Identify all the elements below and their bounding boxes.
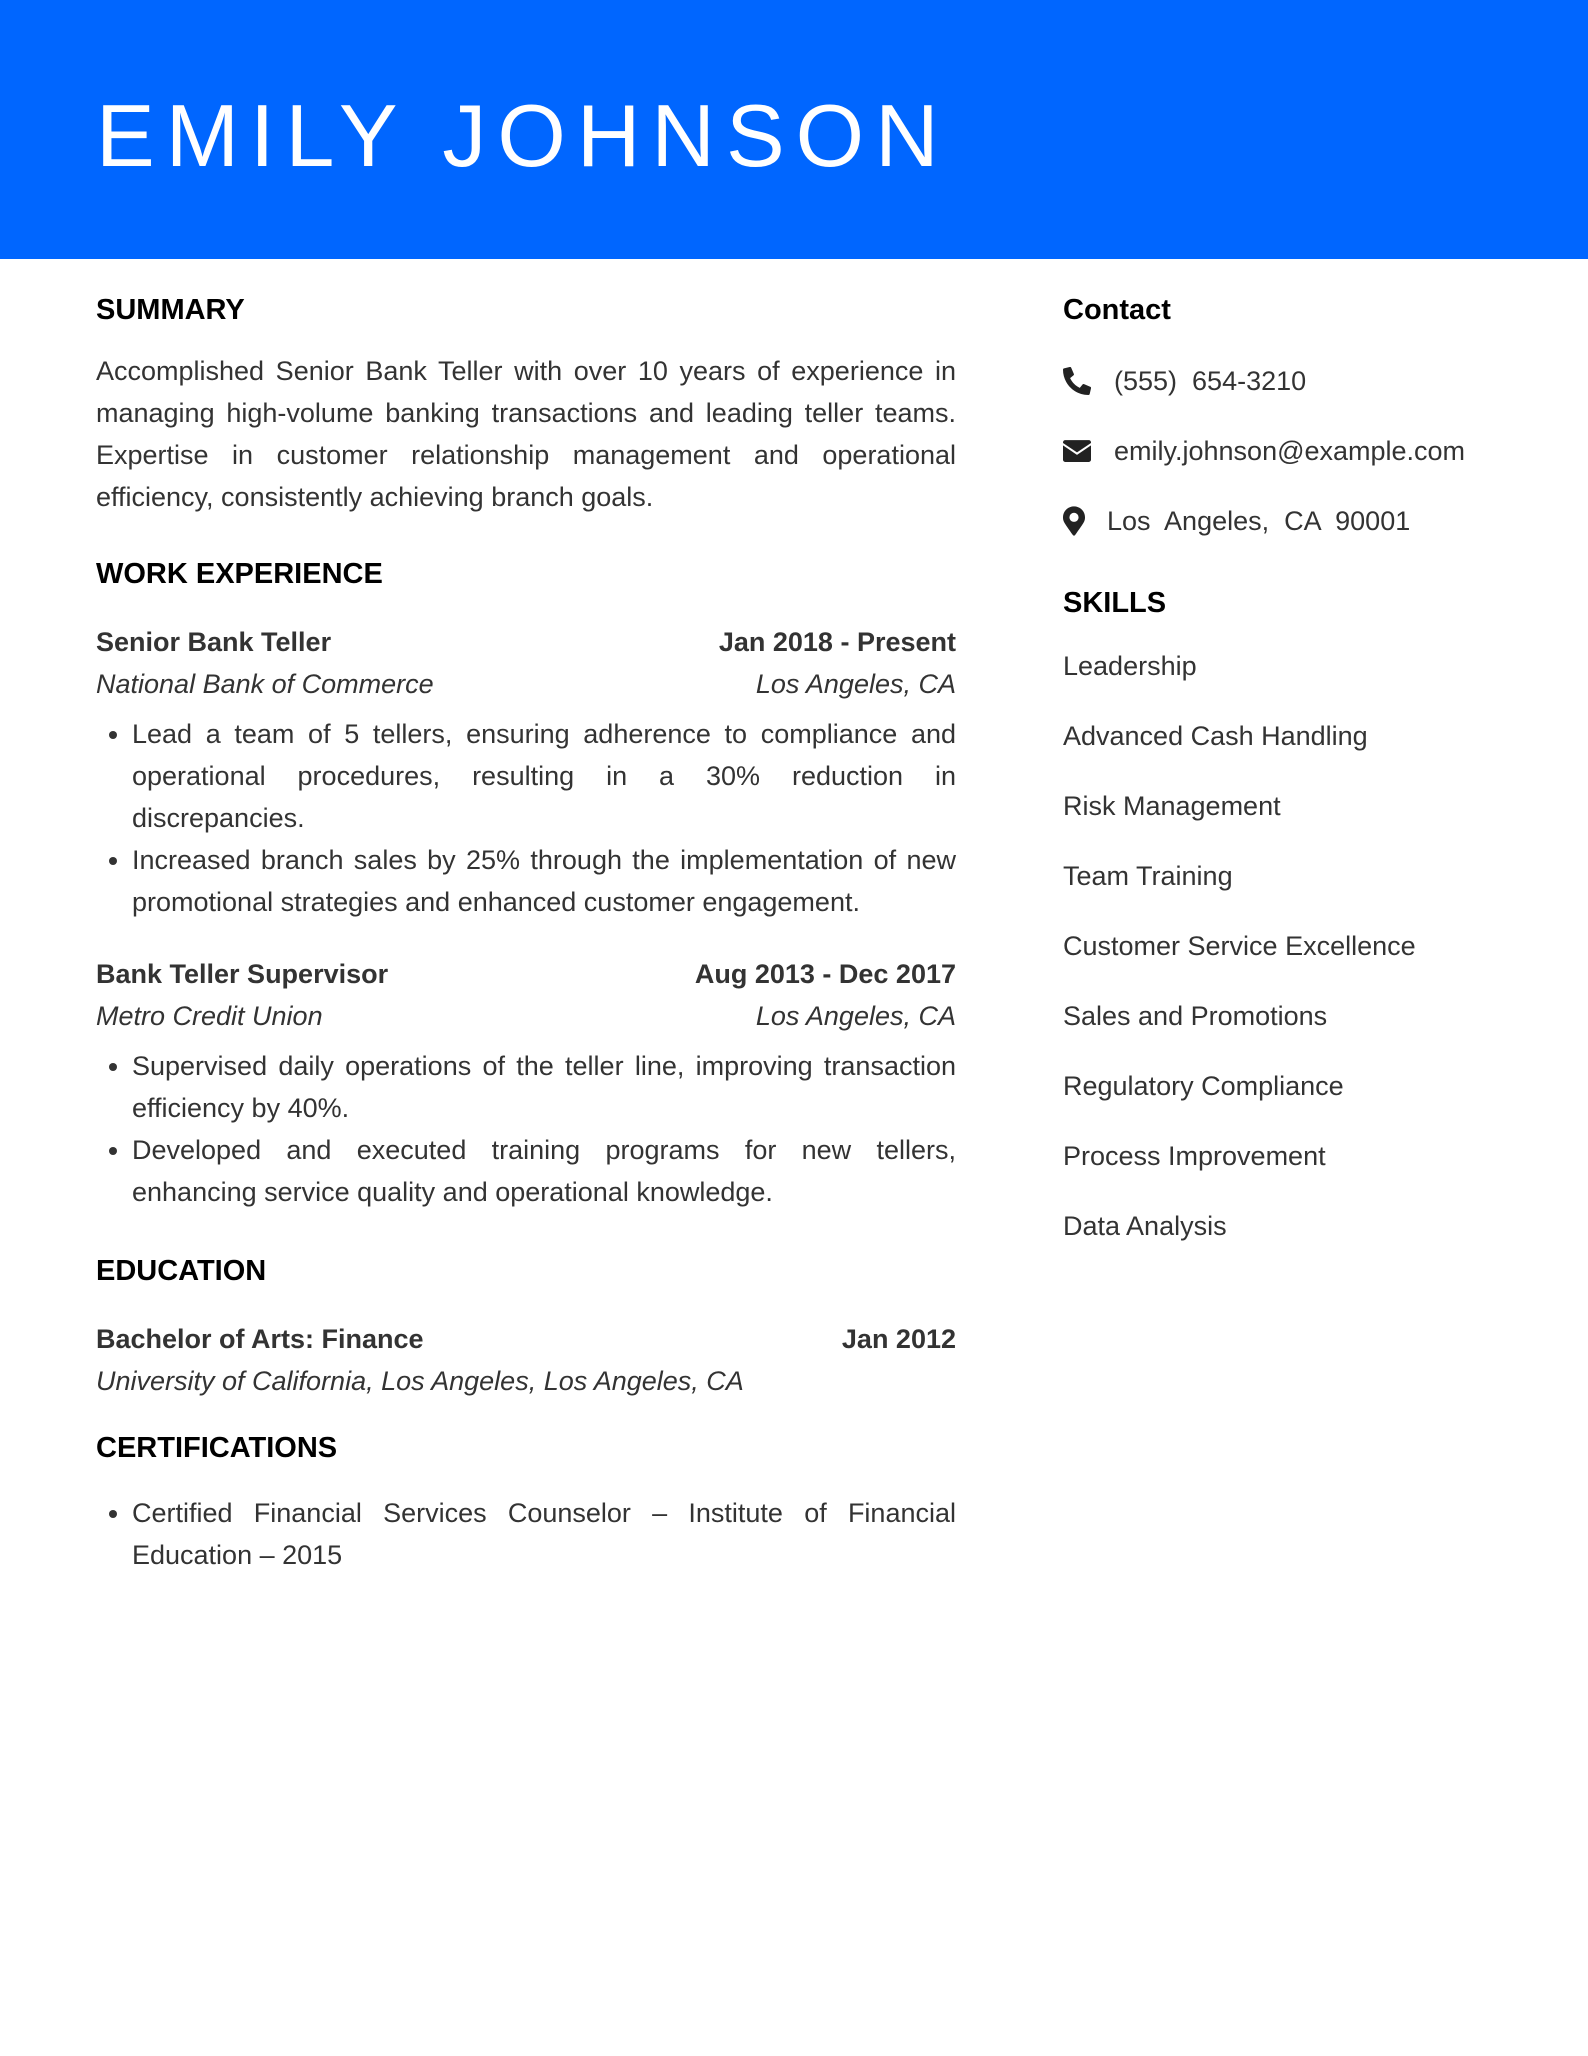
job-location: Los Angeles, CA xyxy=(755,1001,956,1031)
certification-item: • Certified Financial Services Counselor – Institute of Financial Education – 2015 xyxy=(132,1492,956,1576)
contact-heading: Contact xyxy=(1063,294,1171,326)
skill-item: Sales and Promotions xyxy=(1063,1001,1328,1031)
skill-item: Advanced Cash Handling xyxy=(1063,721,1368,751)
sidebar-column xyxy=(1063,288,1523,1275)
job-role: Bank Teller Supervisor xyxy=(96,959,389,989)
contact-phone xyxy=(1063,360,1523,402)
job-role: Senior Bank Teller xyxy=(96,627,332,657)
summary-heading: SUMMARY xyxy=(96,294,245,326)
job-bullets xyxy=(96,1045,956,1213)
education-entry xyxy=(96,1318,956,1402)
phone-text: (555) 654-3210 xyxy=(1114,365,1307,396)
phone-icon xyxy=(1063,366,1093,396)
job-company: Metro Credit Union xyxy=(96,1001,323,1031)
skill-item: Process Improvement xyxy=(1063,1141,1326,1171)
skill-item: Data Analysis xyxy=(1063,1211,1227,1241)
job-bullet: • Lead a team of 5 tellers, ensuring adherence to compliance and operational procedures, resulting in a 30% reduction in discrepancies. xyxy=(132,713,956,839)
job-entry xyxy=(96,953,956,1213)
contact-list xyxy=(1063,360,1523,542)
map-marker-icon xyxy=(1063,506,1093,536)
skill-item: Team Training xyxy=(1063,861,1233,891)
skill-item: Regulatory Compliance xyxy=(1063,1071,1344,1101)
degree: Bachelor of Arts: Finance xyxy=(96,1324,424,1354)
skills-list xyxy=(1063,645,1523,1247)
main-column xyxy=(96,288,956,1576)
job-bullet: • Developed and executed training programs for new tellers, enhancing service quality and operational knowledge. xyxy=(132,1129,956,1213)
candidate-name: EMILY JOHNSON xyxy=(96,86,950,185)
skill-item: Risk Management xyxy=(1063,791,1281,821)
job-entry xyxy=(96,621,956,923)
work-experience-heading: WORK EXPERIENCE xyxy=(96,558,383,590)
skill-item: Leadership xyxy=(1063,651,1197,681)
certifications-heading: CERTIFICATIONS xyxy=(96,1432,338,1464)
job-location: Los Angeles, CA xyxy=(755,669,956,699)
school: University of California, Los Angeles, Los Angeles, CA xyxy=(96,1366,744,1396)
job-bullet: • Increased branch sales by 25% through the implementation of new promotional strategies and enhanced customer engagement. xyxy=(132,839,956,923)
envelope-icon xyxy=(1063,436,1093,466)
email-text: emily.johnson@example.com xyxy=(1114,435,1466,466)
education-heading: EDUCATION xyxy=(96,1255,267,1287)
contact-location xyxy=(1063,500,1523,542)
job-dates: Jan 2018 - Present xyxy=(718,627,956,657)
job-company: National Bank of Commerce xyxy=(96,669,434,699)
education-date: Jan 2012 xyxy=(841,1324,956,1354)
skill-item: Customer Service Excellence xyxy=(1063,931,1416,961)
skills-heading: SKILLS xyxy=(1063,587,1167,619)
contact-email xyxy=(1063,430,1523,472)
summary-text: Accomplished Senior Bank Teller with over 10 years of experience in managing high-volume banking transactions and leading teller teams. Expertise in customer relationship management and operational efficiency, consistently achieving branch goals. xyxy=(96,356,956,512)
certifications-list xyxy=(96,1492,956,1576)
job-bullets xyxy=(96,713,956,923)
location-text: Los Angeles, CA 90001 xyxy=(1107,505,1411,536)
job-bullet: • Supervised daily operations of the teller line, improving transaction efficiency by 40%. xyxy=(132,1045,956,1129)
job-dates: Aug 2013 - Dec 2017 xyxy=(694,959,956,989)
header-banner xyxy=(0,0,1588,259)
